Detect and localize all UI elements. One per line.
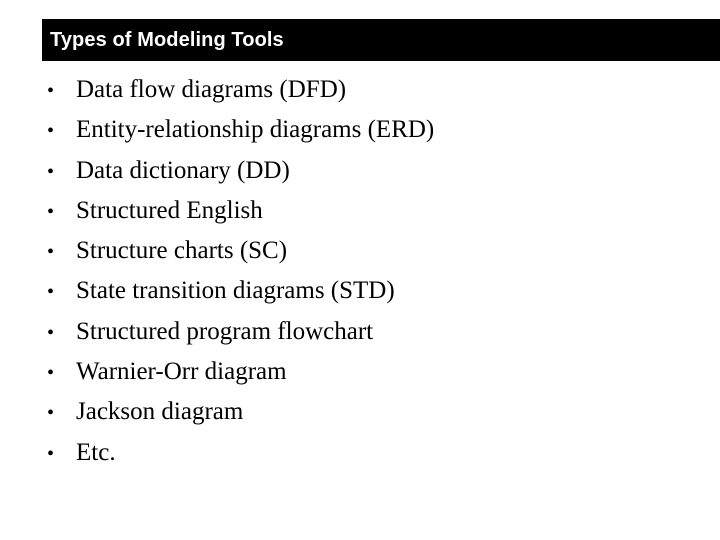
- list-item: [47, 237, 434, 277]
- list-item: [47, 439, 434, 479]
- bullet-icon: •: [47, 200, 55, 223]
- list-item: [47, 76, 434, 116]
- list-item: [47, 318, 434, 358]
- bullet-icon: •: [47, 321, 55, 344]
- title-bar: [42, 19, 720, 61]
- bullet-icon: •: [47, 281, 55, 304]
- list-item-text: Entity-relationship diagrams (ERD): [76, 116, 435, 144]
- list-item-text: Jackson diagram: [76, 398, 244, 426]
- list-item-text: State transition diagrams (STD): [76, 277, 395, 305]
- bullet-icon: •: [47, 160, 55, 183]
- list-item-text: Warnier-Orr diagram: [76, 358, 287, 386]
- bullet-icon: •: [47, 442, 55, 465]
- bullet-icon: •: [47, 402, 55, 425]
- list-item-text: Structured program flowchart: [76, 317, 374, 345]
- bullet-list: [47, 76, 434, 479]
- bullet-icon: •: [47, 362, 55, 385]
- bullet-icon: •: [47, 241, 55, 264]
- list-item: [47, 116, 434, 156]
- bullet-icon: •: [47, 80, 55, 102]
- list-item-text: Etc.: [76, 438, 116, 466]
- list-item: [47, 358, 434, 398]
- slide-title: Types of Modeling Tools: [50, 28, 284, 51]
- bullet-icon: •: [47, 120, 55, 143]
- list-item: [47, 277, 434, 317]
- list-item: [47, 157, 434, 197]
- list-item-text: Structured English: [76, 196, 263, 224]
- list-item-text: Data dictionary (DD): [76, 156, 290, 184]
- list-item: [47, 197, 434, 237]
- list-item: [47, 398, 434, 438]
- list-item-text: Structure charts (SC): [76, 237, 288, 265]
- list-item-text: Data flow diagrams (DFD): [76, 76, 347, 103]
